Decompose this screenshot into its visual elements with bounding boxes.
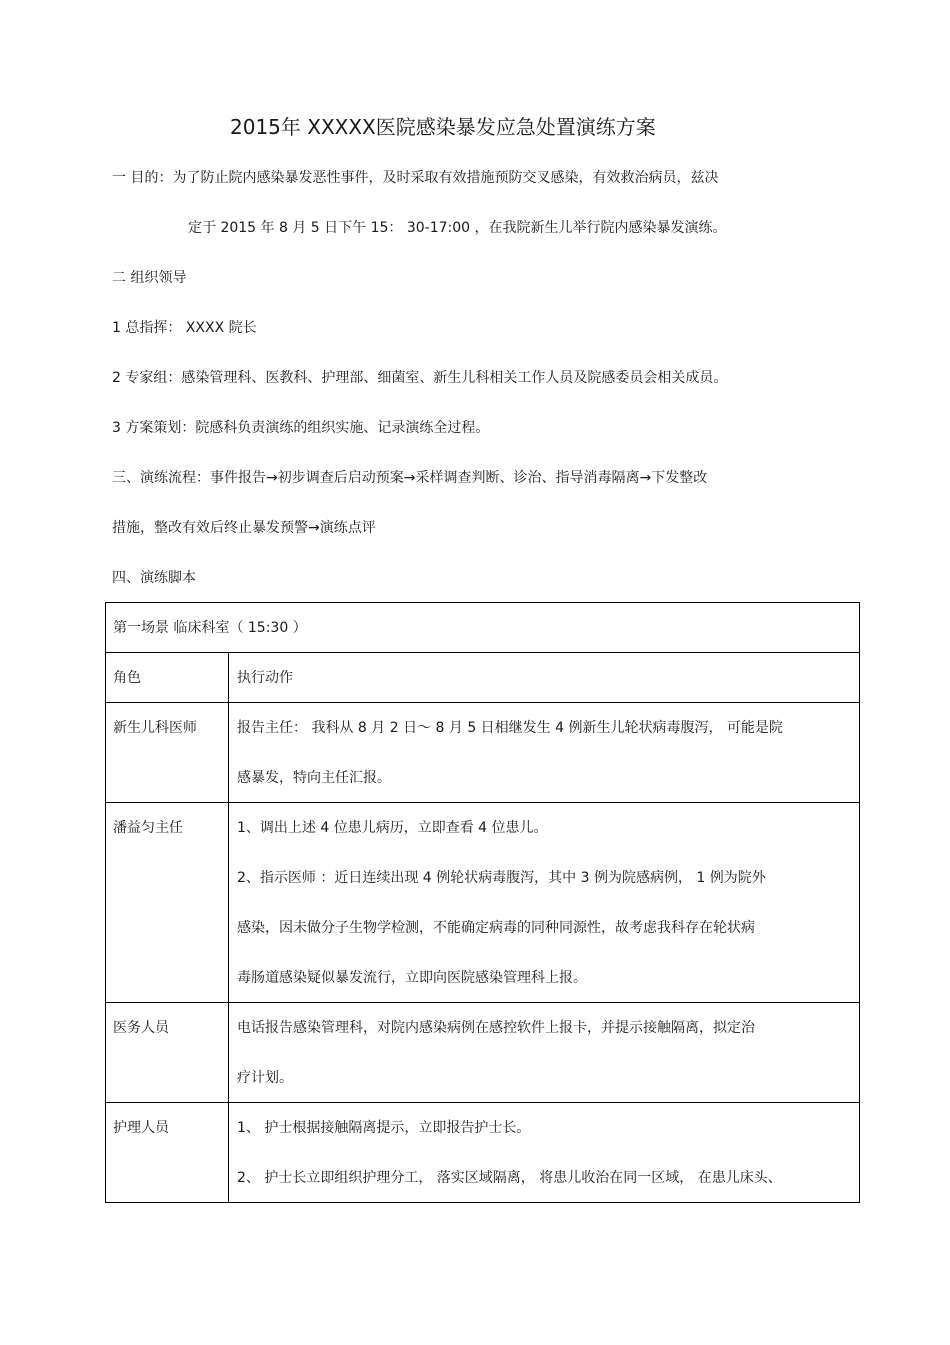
table-rule [859,602,860,1203]
purpose-line-2: 定于 2015 年 8 月 5 日下午 15： 30-17:00 ，在我院新生儿举行院内感染暴发演练。 [188,220,727,236]
table-rule [105,802,860,803]
action-line: 1、 护士根据接触隔离提示，立即报告护士长。 [237,1120,531,1136]
table-rule [105,602,860,603]
table-rule [105,1202,860,1203]
purpose-line-1: 一 目的：为了防止院内感染暴发恶性事件，及时采取有效措施预防交叉感染，有效救治病员，兹决 [112,170,719,186]
role-cell: 新生儿科医师 [113,720,197,736]
action-line: 毒肠道感染疑似暴发流行，立即向医院感染管理科上报。 [237,970,587,986]
organization-heading: 二 组织领导 [112,270,187,286]
scene-cell: 第一场景 临床科室（ 15:30 ） [113,620,307,636]
table-rule [105,652,860,653]
table-rule [105,702,860,703]
action-line: 2、 护士长立即组织护理分工， 落实区域隔离， 将患儿收治在同一区域， 在患儿床头、 [237,1170,782,1186]
action-line: 2、指示医师 ：近日连续出现 4 例轮状病毒腹泻，其中 3 例为院感病例， 1 例为院外 [237,870,766,886]
action-line: 报告主任： 我科从 8 月 2 日～ 8 月 5 日相继发生 4 例新生儿轮状病毒腹泻， 可能是院 [237,720,783,736]
action-line: 电话报告感染管理科，对院内感染病例在感控软件上报卡，并提示接触隔离，拟定治 [237,1020,755,1036]
flow-line-2: 措施，整改有效后终止暴发预警→演练点评 [112,520,376,536]
action-line: 疗计划。 [237,1070,293,1086]
action-line: 感染，因未做分子生物学检测，不能确定病毒的同种同源性，故考虑我科存在轮状病 [237,920,755,936]
table-rule [105,1002,860,1003]
table-rule [105,602,106,1203]
action-line: 1、调出上述 4 位患儿病历，立即查看 4 位患儿。 [237,820,548,836]
organization-item-1: 1 总指挥： XXXX 院长 [112,320,257,336]
document-title: 2015年 XXXXX医院感染暴发应急处置演练方案 [230,115,656,139]
action-line: 感暴发，特向主任汇报。 [237,770,391,786]
role-cell: 医务人员 [113,1020,169,1036]
organization-item-3: 3 方案策划：院感科负责演练的组织实施、记录演练全过程。 [112,420,490,436]
role-cell: 护理人员 [113,1120,169,1136]
role-cell: 潘益匀主任 [113,820,183,836]
table-rule [105,1102,860,1103]
header-role: 角色 [113,670,141,686]
flow-line-1: 三、演练流程：事件报告→初步调查后启动预案→采样调查判断、诊治、指导消毒隔离→下发整改 [112,470,708,486]
header-action: 执行动作 [237,670,293,686]
script-heading: 四、演练脚本 [112,570,196,586]
table-rule [228,652,229,1203]
organization-item-2: 2 专家组：感染管理科、医教科、护理部、细菌室、新生儿科相关工作人员及院感委员会相关成员。 [112,370,728,386]
